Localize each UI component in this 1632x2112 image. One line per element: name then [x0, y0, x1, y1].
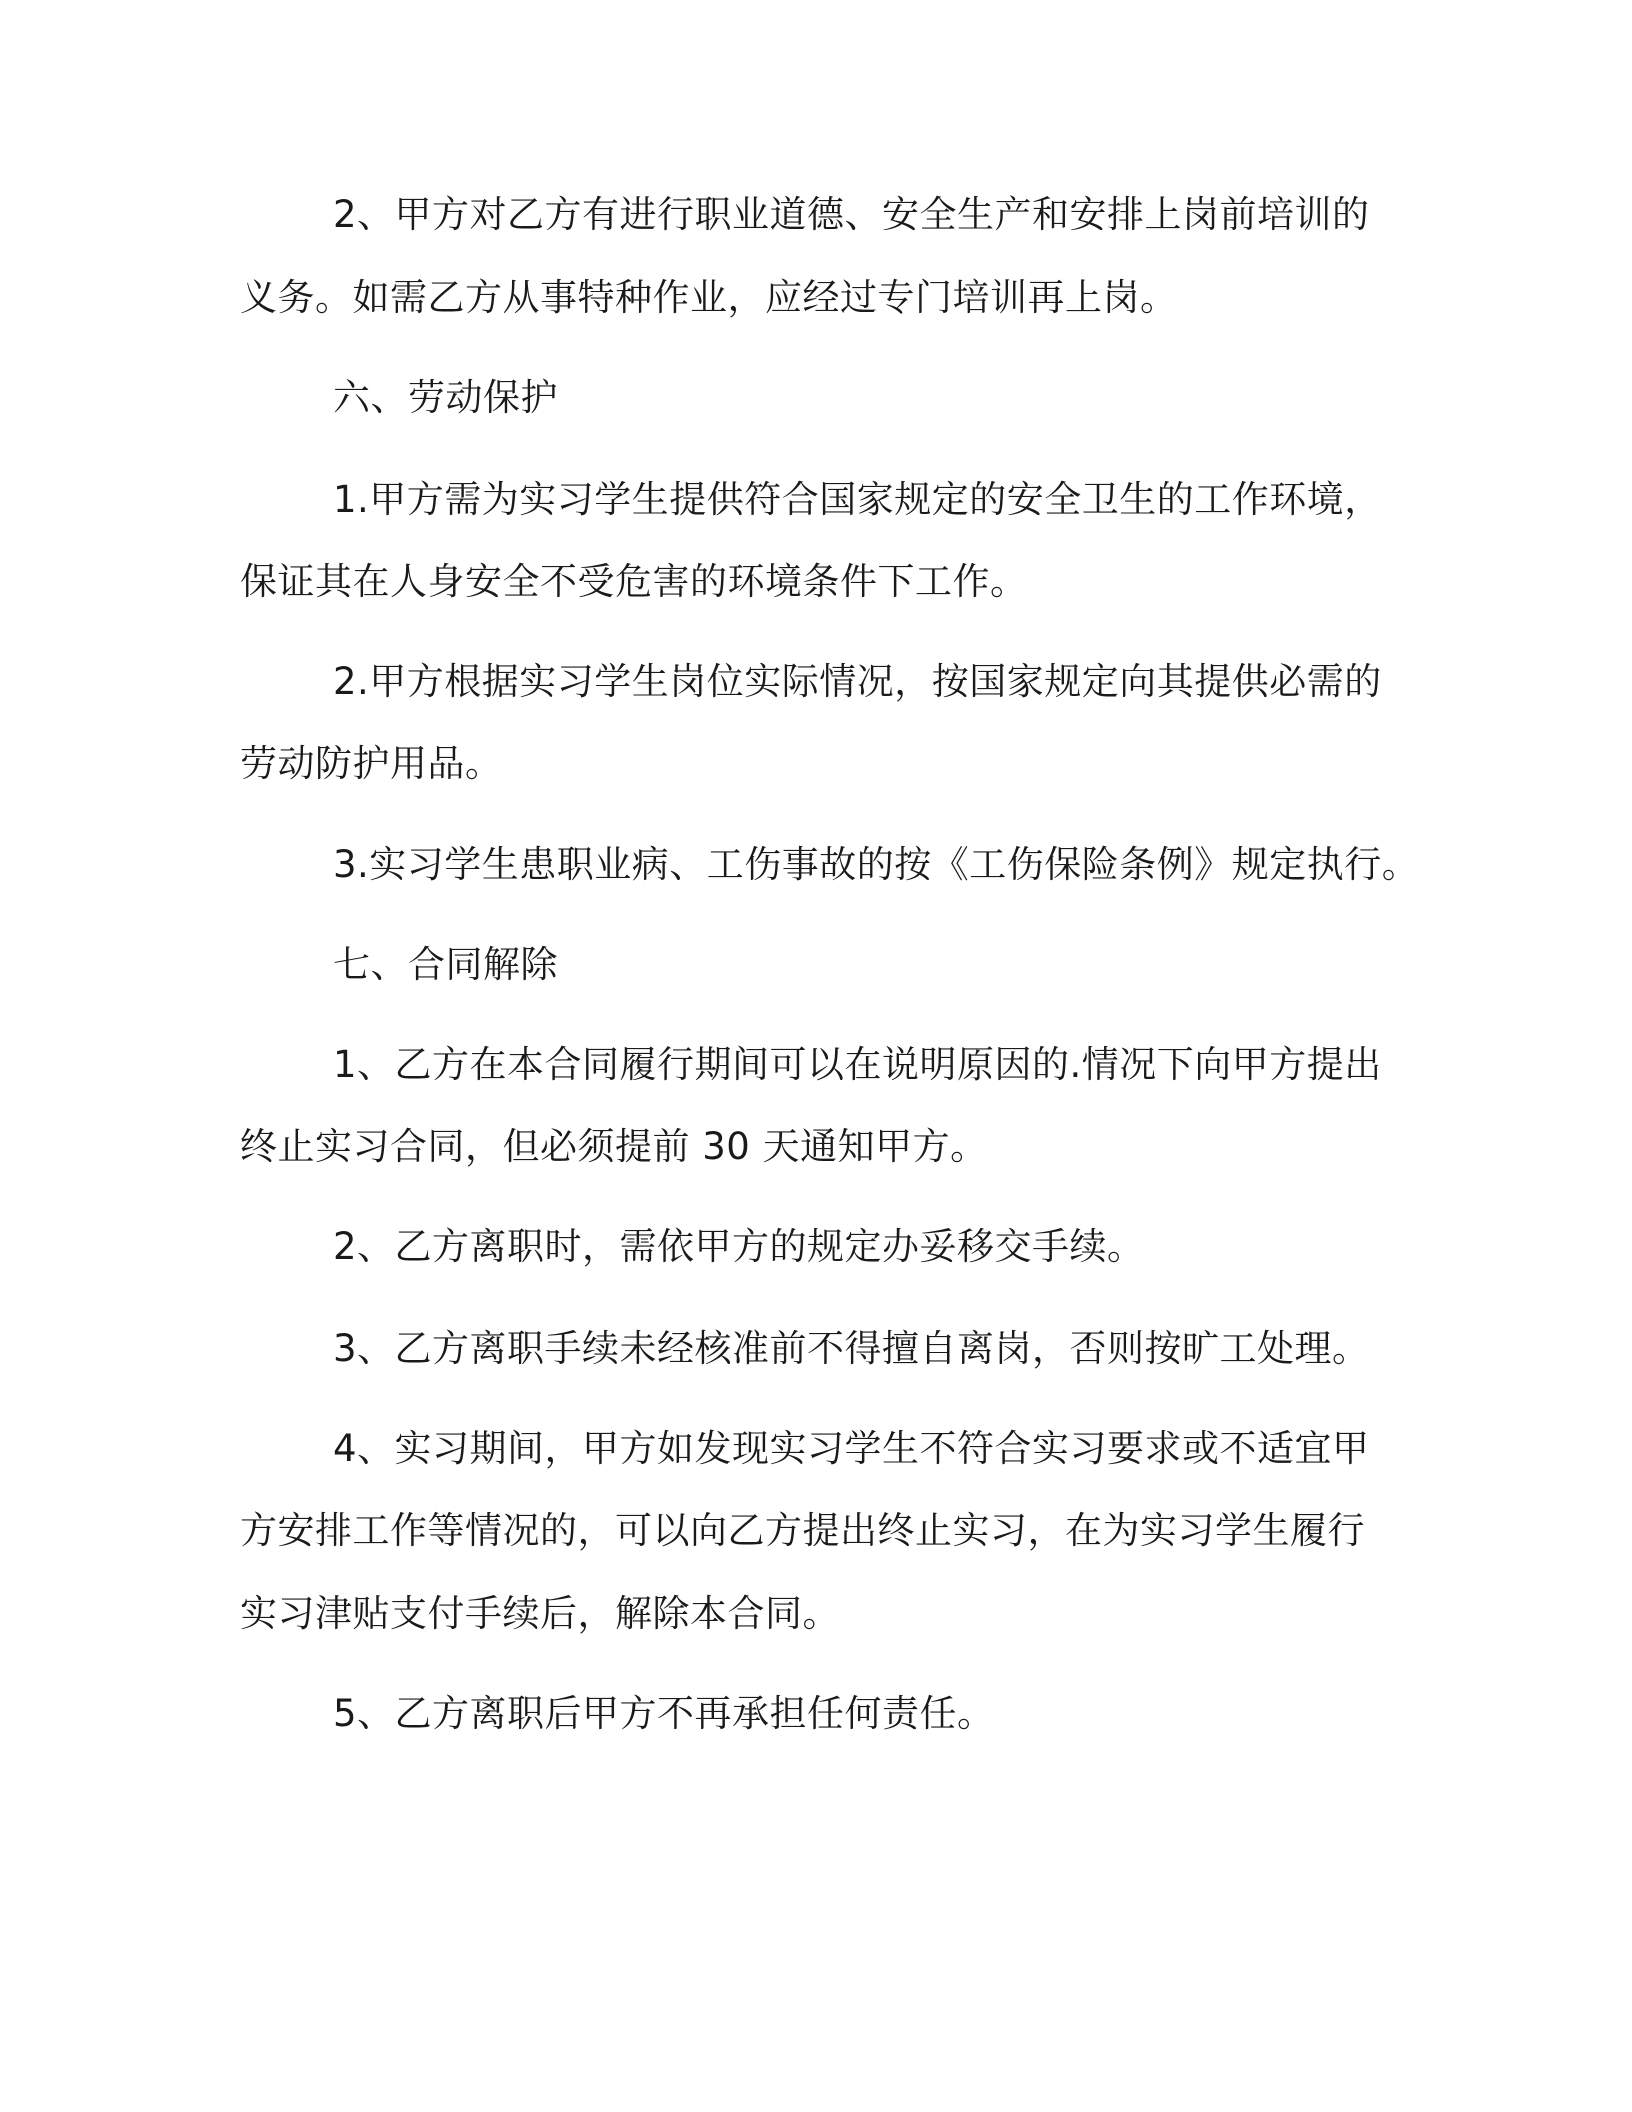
paragraph-termination-4-line-2: 方安排工作等情况的，可以向乙方提出终止实习，在为实习学生履行: [240, 1509, 1365, 1552]
paragraph-protection-1-line-2: 保证其在人身安全不受危害的环境条件下工作。: [240, 560, 1028, 603]
paragraph-protection-2-line-1: 2.甲方根据实习学生岗位实际情况，按国家规定向其提供必需的: [333, 660, 1382, 703]
paragraph-termination-3: 3、乙方离职手续未经核准前不得擅自离岗，否则按旷工处理。: [333, 1327, 1370, 1370]
paragraph-termination-1-line-2: 终止实习合同，但必须提前 30 天通知甲方。: [240, 1125, 988, 1168]
paragraph-protection-1-line-1: 1.甲方需为实习学生提供符合国家规定的安全卫生的工作环境，: [333, 478, 1382, 521]
paragraph-protection-3: 3.实习学生患职业病、工伤事故的按《工伤保险条例》规定执行。: [333, 843, 1420, 886]
paragraph-termination-2: 2、乙方离职时，需依甲方的规定办妥移交手续。: [333, 1225, 1145, 1268]
paragraph-termination-1-line-1: 1、乙方在本合同履行期间可以在说明原因的.情况下向甲方提出: [333, 1043, 1382, 1086]
section-heading-termination: 七、合同解除: [333, 943, 558, 986]
paragraph-termination-4-line-1: 4、实习期间，甲方如发现实习学生不符合实习要求或不适宜甲: [333, 1427, 1370, 1470]
paragraph-termination-5: 5、乙方离职后甲方不再承担任何责任。: [333, 1692, 995, 1735]
paragraph-termination-4-line-3: 实习津贴支付手续后，解除本合同。: [240, 1592, 840, 1635]
section-heading-labor-protection: 六、劳动保护: [333, 376, 558, 419]
paragraph-training-line-2: 义务。如需乙方从事特种作业，应经过专门培训再上岗。: [240, 276, 1178, 319]
paragraph-training-line-1: 2、甲方对乙方有进行职业道德、安全生产和安排上岗前培训的: [333, 193, 1370, 236]
paragraph-protection-2-line-2: 劳动防护用品。: [240, 742, 503, 785]
